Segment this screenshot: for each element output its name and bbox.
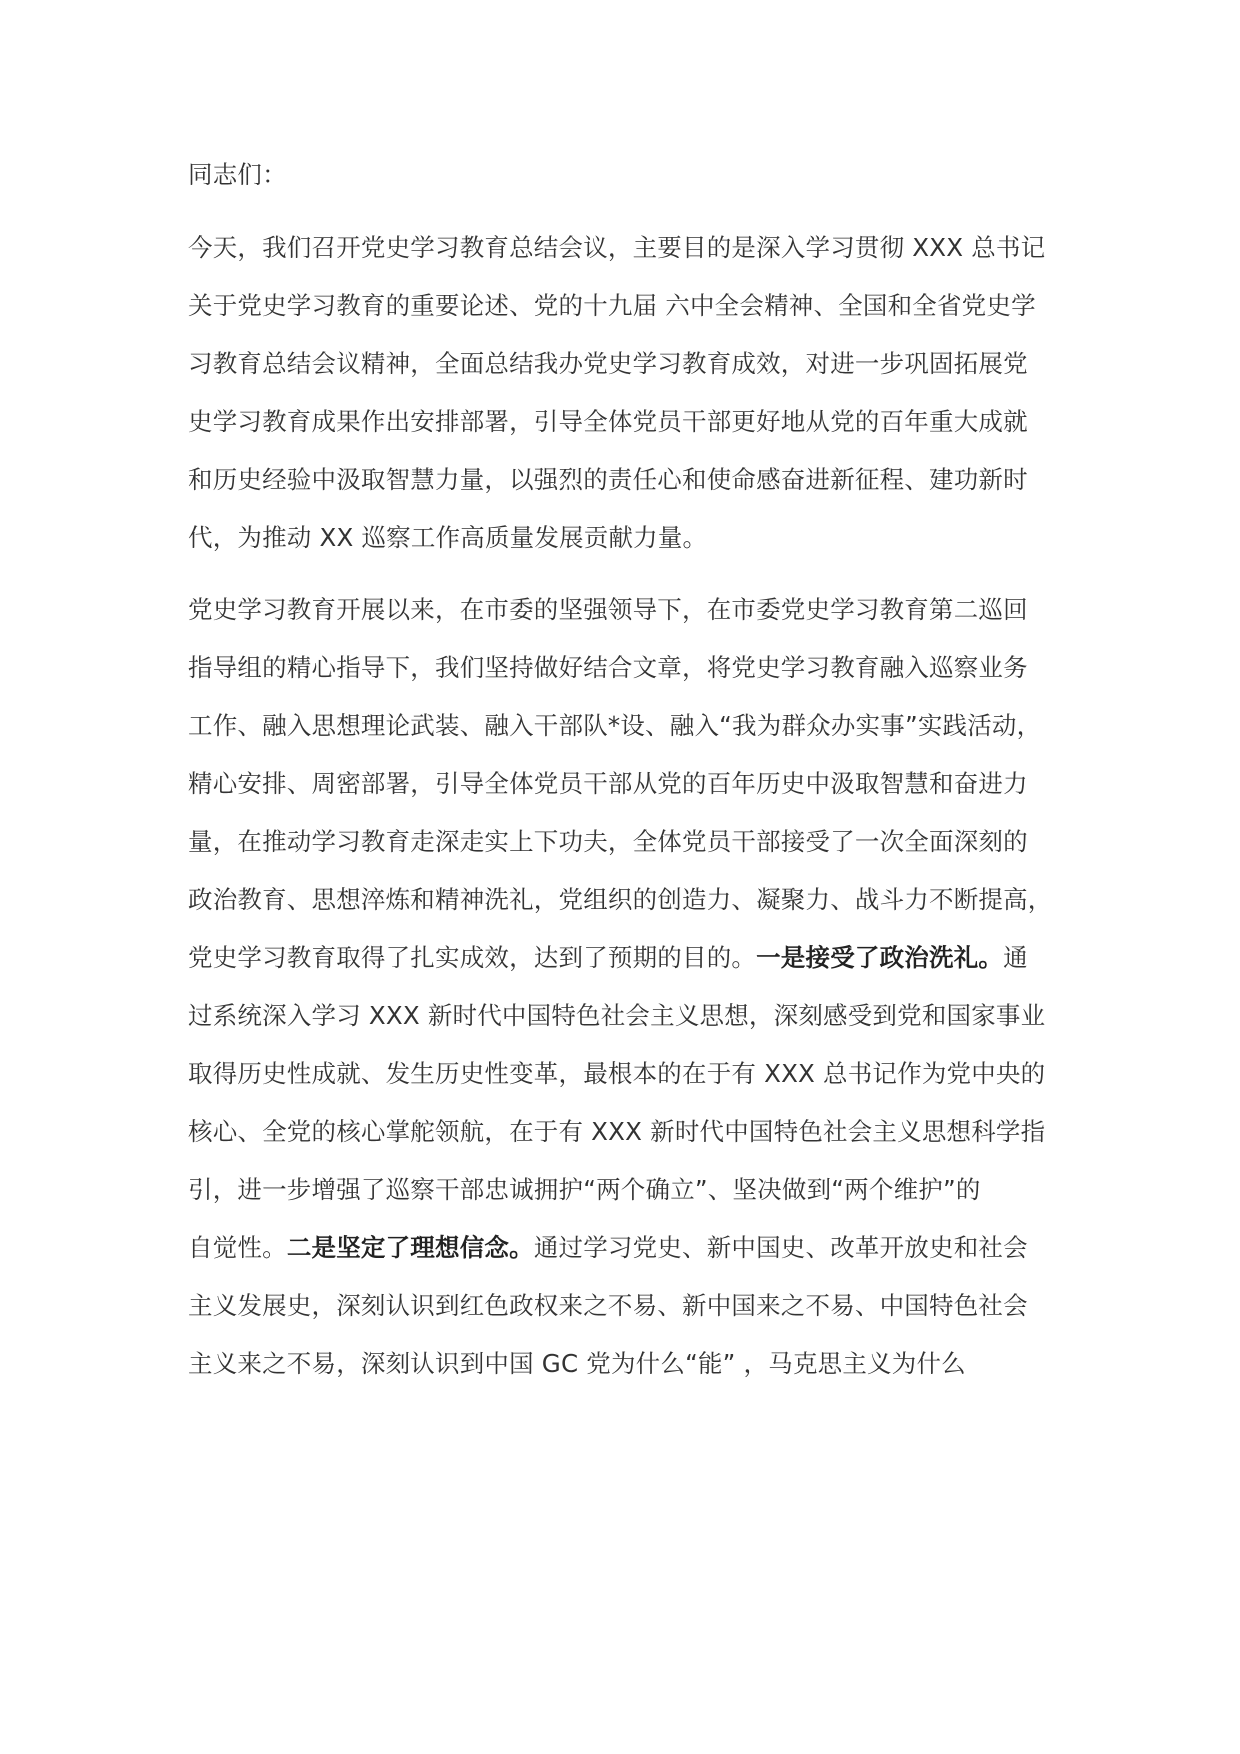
salutation: 同志们： [188, 160, 287, 189]
paragraph-line: 关于党史学习教育的重要论述、党的十九届 六中全会精神、全国和全省党史学 [188, 291, 1036, 320]
paragraph-line: 主义来之不易，深刻认识到中国 GC 党为什么“能” ，马克思主义为什么 [188, 1349, 966, 1378]
paragraph-line: 精心安排、周密部署，引导全体党员干部从党的百年历史中汲取智慧和奋进力 [188, 769, 1028, 798]
paragraph-line: 引，进一步增强了巡察干部忠诚拥护“两个确立”、坚决做到“两个维护”的 [188, 1175, 981, 1204]
highlight-point-one: 一是接受了政治洗礼。 [756, 943, 1004, 972]
paragraph-line: 量，在推动学习教育走深走实上下功夫，全体党员干部接受了一次全面深刻的 [188, 827, 1028, 856]
highlight-point-two: 二是坚定了理想信念。 [286, 1233, 534, 1262]
paragraph-line: 核心、全党的核心掌舵领航，在于有 XXX 新时代中国特色社会主义思想科学指 [188, 1117, 1046, 1146]
paragraph-line: 指导组的精心指导下，我们坚持做好结合文章，将党史学习教育融入巡察业务 [188, 653, 1028, 682]
paragraph-line: 党史学习教育开展以来，在市委的坚强领导下，在市委党史学习教育第二巡回 [188, 595, 1028, 624]
paragraph-line: 取得历史性成就、发生历史性变革，最根本的在于有 XXX 总书记作为党中央的 [188, 1059, 1046, 1088]
paragraph-line: 政治教育、思想淬炼和精神洗礼，党组织的创造力、凝聚力、战斗力不断提高， [188, 885, 1053, 914]
paragraph-line-with-highlight [188, 941, 1088, 975]
paragraph-line: 过系统深入学习 XXX 新时代中国特色社会主义思想，深刻感受到党和国家事业 [188, 1001, 1046, 1030]
plain-text: 通过学习党史、新中国史、改革开放史和社会 [533, 1233, 1028, 1262]
paragraph-line: 主义发展史，深刻认识到红色政权来之不易、新中国来之不易、中国特色社会 [188, 1291, 1028, 1320]
paragraph-line: 习教育总结会议精神，全面总结我办党史学习教育成效，对进一步巩固拓展党 [188, 349, 1028, 378]
paragraph-line-with-highlight [188, 1231, 1088, 1265]
plain-text: 自觉性。 [188, 1233, 287, 1262]
paragraph-line: 和历史经验中汲取智慧力量，以强烈的责任心和使命感奋进新征程、建功新时 [188, 465, 1028, 494]
paragraph-line: 工作、融入思想理论武装、融入干部队*设、融入“我为群众办实事”实践活动， [188, 711, 1042, 740]
paragraph-line: 代，为推动 XX 巡察工作高质量发展贡献力量。 [188, 523, 708, 552]
plain-text: 党史学习教育取得了扎实成效，达到了预期的目的。 [188, 943, 757, 972]
plain-text: 通 [1003, 943, 1028, 972]
paragraph-line: 今天，我们召开党史学习教育总结会议，主要目的是深入学习贯彻 XXX 总书记 [188, 233, 1046, 262]
paragraph-line: 史学习教育成果作出安排部署，引导全体党员干部更好地从党的百年重大成就 [188, 407, 1028, 436]
